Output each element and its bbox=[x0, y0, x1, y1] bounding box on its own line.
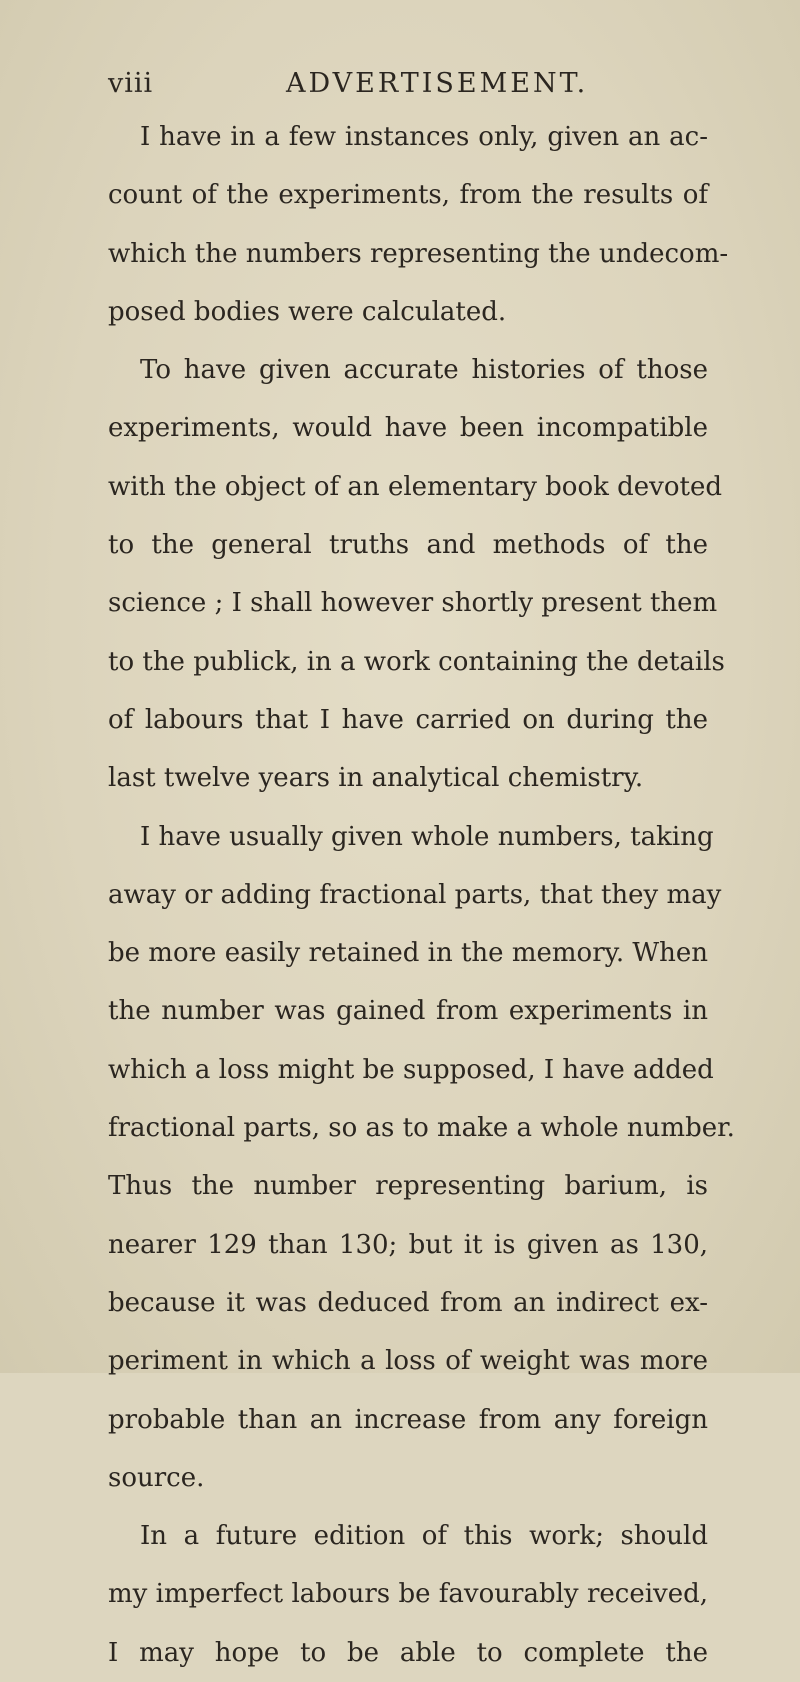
text-line: nearer 129 than 130; but it is given as 130, bbox=[108, 1229, 708, 1260]
text-line: To have given accurate histories of those bbox=[140, 355, 708, 386]
text-line: to the general truths and methods of the bbox=[108, 530, 708, 561]
page-number: viii bbox=[108, 68, 154, 99]
text-line: periment in which a loss of weight was more bbox=[108, 1346, 708, 1377]
text-line: my imperfect labours be favourably received, bbox=[108, 1579, 708, 1610]
text-line: the number was gained from experiments in bbox=[108, 996, 708, 1027]
text-line: I have usually given whole numbers, taking bbox=[140, 821, 714, 852]
text-line: Thus the number representing barium, is bbox=[108, 1171, 708, 1202]
text-line: last twelve years in analytical chemistry. bbox=[108, 763, 644, 794]
text-line: fractional parts, so as to make a whole number. bbox=[108, 1113, 735, 1144]
running-title: ADVERTISEMENT. bbox=[286, 68, 589, 99]
text-line: which the numbers representing the undecom- bbox=[108, 238, 729, 269]
body-text bbox=[108, 108, 735, 1682]
text-line: away or adding fractional parts, that they may bbox=[108, 879, 722, 910]
text-line: posed bodies were calculated. bbox=[108, 296, 507, 327]
text-line: probable than an increase from any foreign bbox=[108, 1404, 708, 1435]
text-line: because it was deduced from an indirect ex- bbox=[108, 1287, 708, 1318]
text-line: experiments, would have been incompatible bbox=[108, 413, 708, 444]
text-line: count of the experiments, from the results of bbox=[108, 180, 708, 211]
page-header bbox=[108, 68, 668, 108]
text-line: of labours that I have carried on during the bbox=[108, 704, 708, 735]
text-line: to the publick, in a work containing the details bbox=[108, 646, 725, 677]
text-line: science ; I shall however shortly present them bbox=[108, 588, 718, 619]
text-line: In a future edition of this work; should bbox=[140, 1521, 708, 1552]
text-line: source. bbox=[108, 1462, 205, 1493]
text-line: I may hope to be able to complete the bbox=[108, 1637, 708, 1668]
text-line: be more easily retained in the memory. When bbox=[108, 938, 708, 969]
text-line: with the object of an elementary book devoted bbox=[108, 471, 722, 502]
text-line: which a loss might be supposed, I have added bbox=[108, 1054, 714, 1085]
text-line: I have in a few instances only, given an ac- bbox=[140, 122, 708, 152]
